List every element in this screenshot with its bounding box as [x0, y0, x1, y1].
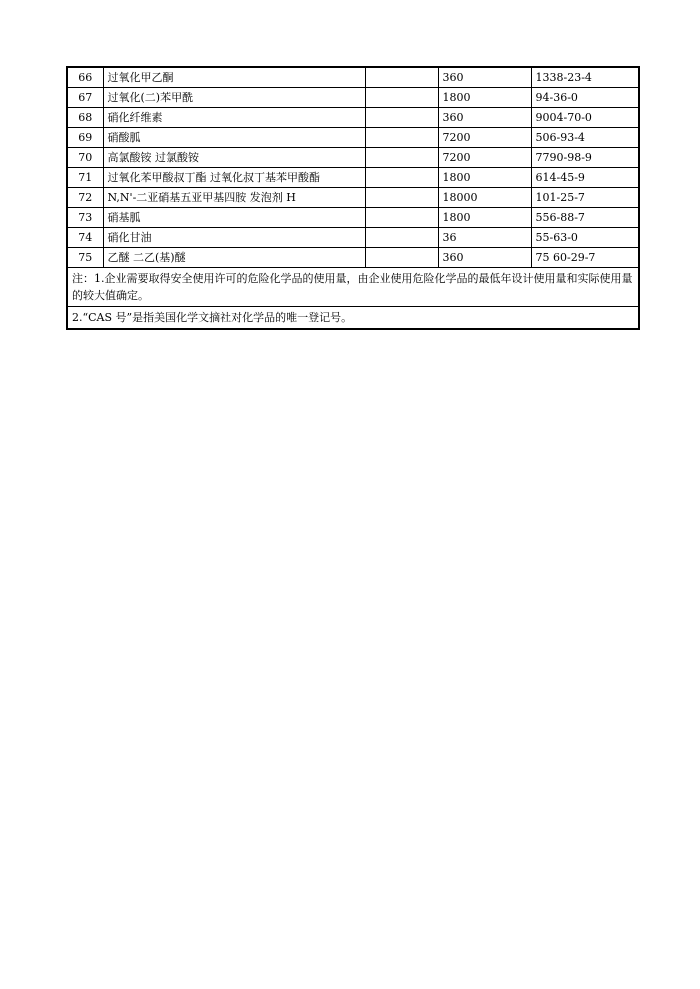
row-number: 69 — [67, 128, 103, 148]
note-row — [67, 268, 639, 307]
chemical-name: 高氯酸铵 过氯酸铵 — [103, 148, 365, 168]
usage-quantity: 1800 — [438, 168, 531, 188]
cas-number: 94-36-0 — [531, 88, 639, 108]
chemical-name: 过氧化苯甲酸叔丁酯 过氧化叔丁基苯甲酸酯 — [103, 168, 365, 188]
row-number: 73 — [67, 208, 103, 228]
note-cas-definition: 2.“CAS 号”是指美国化学文摘社对化学品的唯一登记号。 — [67, 307, 639, 330]
table-row — [67, 88, 639, 108]
table-row — [67, 168, 639, 188]
blank-cell — [365, 248, 438, 268]
chemical-name: 硝化纤维素 — [103, 108, 365, 128]
row-number: 75 — [67, 248, 103, 268]
table-row — [67, 248, 639, 268]
cas-number: 1338-23-4 — [531, 67, 639, 88]
usage-quantity: 360 — [438, 248, 531, 268]
chemical-name: N,N'-二亚硝基五亚甲基四胺 发泡剂 H — [103, 188, 365, 208]
row-number: 68 — [67, 108, 103, 128]
table-row — [67, 188, 639, 208]
cas-number: 506-93-4 — [531, 128, 639, 148]
blank-cell — [365, 128, 438, 148]
cas-number: 55-63-0 — [531, 228, 639, 248]
blank-cell — [365, 188, 438, 208]
usage-quantity: 7200 — [438, 128, 531, 148]
note-usage-quantity: 注：1.企业需要取得安全使用许可的危险化学品的使用量，由企业使用危险化学品的最低年设计使用量和实际使用量的较大值确定。 — [67, 268, 639, 307]
cas-number: 9004-70-0 — [531, 108, 639, 128]
cas-number: 75 60-29-7 — [531, 248, 639, 268]
row-number: 67 — [67, 88, 103, 108]
row-number: 66 — [67, 67, 103, 88]
chemical-name: 过氧化(二)苯甲酰 — [103, 88, 365, 108]
row-number: 71 — [67, 168, 103, 188]
row-number: 72 — [67, 188, 103, 208]
blank-cell — [365, 148, 438, 168]
cas-number: 7790-98-9 — [531, 148, 639, 168]
usage-quantity: 1800 — [438, 88, 531, 108]
usage-quantity: 36 — [438, 228, 531, 248]
table-row — [67, 208, 639, 228]
blank-cell — [365, 168, 438, 188]
table-row — [67, 148, 639, 168]
table-body — [67, 67, 639, 329]
table-row — [67, 228, 639, 248]
usage-quantity: 360 — [438, 67, 531, 88]
blank-cell — [365, 208, 438, 228]
usage-quantity: 360 — [438, 108, 531, 128]
blank-cell — [365, 108, 438, 128]
chemical-name: 硝基胍 — [103, 208, 365, 228]
usage-quantity: 18000 — [438, 188, 531, 208]
table-row — [67, 108, 639, 128]
row-number: 70 — [67, 148, 103, 168]
blank-cell — [365, 88, 438, 108]
cas-number: 614-45-9 — [531, 168, 639, 188]
hazardous-chemicals-table — [66, 66, 640, 330]
chemical-name: 乙醚 二乙(基)醚 — [103, 248, 365, 268]
row-number: 74 — [67, 228, 103, 248]
cas-number: 101-25-7 — [531, 188, 639, 208]
chemical-name: 硝酸胍 — [103, 128, 365, 148]
cas-number: 556-88-7 — [531, 208, 639, 228]
chemical-name: 硝化甘油 — [103, 228, 365, 248]
chemical-name: 过氧化甲乙酮 — [103, 67, 365, 88]
note-row — [67, 307, 639, 330]
usage-quantity: 7200 — [438, 148, 531, 168]
table-row — [67, 128, 639, 148]
blank-cell — [365, 228, 438, 248]
table-row — [67, 67, 639, 88]
blank-cell — [365, 67, 438, 88]
usage-quantity: 1800 — [438, 208, 531, 228]
